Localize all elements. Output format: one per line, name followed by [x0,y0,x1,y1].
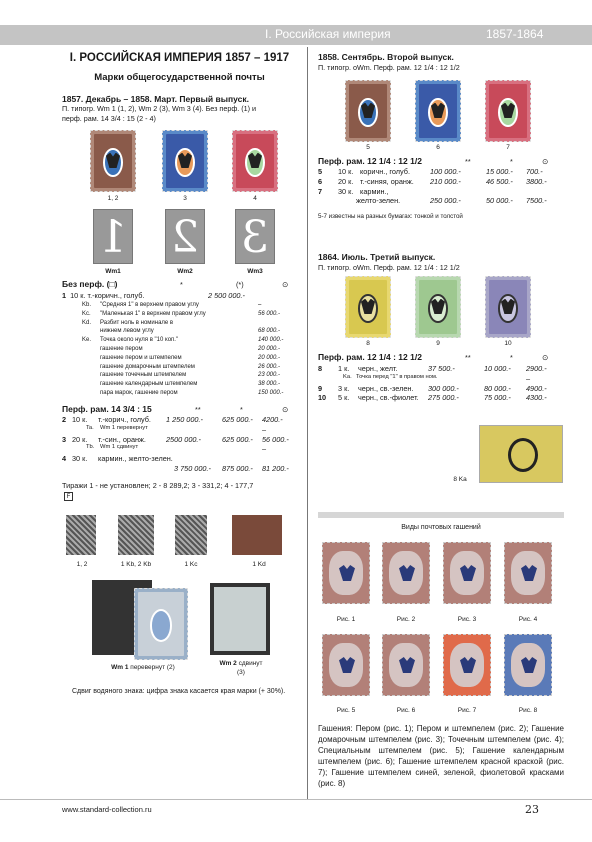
wm-caption: Wm 2 сдвинут [219,660,263,667]
price: 275 000.- [428,393,459,403]
row-desc: т.-син., оранж. [98,434,146,444]
row-desc: черн., св.-фиолет. [358,393,419,403]
variety-desc: гашение календарным штемпелем [100,381,198,388]
col-head: (*) [236,280,244,289]
wm-caption: (3) [237,669,245,676]
ka-caption: 8 Ka [453,476,467,483]
variety-code: Kc. [82,310,91,317]
row-desc: кармин., желто-зелен. [98,454,173,464]
price: 1 250 000.- [166,415,203,424]
variety-desc: гашение пером и штемпелем [100,354,182,361]
row-num: 3 [62,434,67,444]
row-value: 5 к. [338,393,350,403]
variety-desc: нижнем левом углу [100,328,154,335]
tirazhi: Тиражи 1 - не установлен; 2 - 8 289,2; 3 - 331,2; 4 - 177,7 [62,481,254,490]
issue1-heading: 1857. Декабрь – 1858. Март. Первый выпуск. [62,94,249,104]
stamp-6 [415,80,461,142]
cancel-fig-7 [443,634,491,696]
row-num: 7 [318,186,323,196]
price: 625 000.- [222,434,253,444]
price: – [262,424,267,434]
catalog-row: 1 10 к. т.-коричн., голуб. [62,291,145,300]
row-num: 8 [318,364,323,373]
stamp-5 [345,80,391,142]
row-num: 4 [62,454,67,464]
row-desc: т.-корич., голуб. [98,415,151,424]
variety-price: 56 000.- [258,310,281,317]
issue1-line2: перф. рам. 14 3/4 : 15 (2 - 4) [62,114,156,123]
variety-price: 26 000.- [258,363,281,370]
cancel-fig-5 [322,634,370,696]
variety-price: 68 000.- [258,328,281,335]
wm-label: Wm1 [105,268,121,275]
stamp-9 [415,276,461,338]
stamp-1 [90,130,136,192]
issue2-heading: 1858. Сентябрь. Второй выпуск. [318,52,454,62]
variety-desc: "Средняя 1" в верхнем правом углу [100,302,199,308]
price: 75 000.- [484,393,511,403]
row-desc: коричн., голуб. [360,167,410,176]
fig-caption: Рис. 4 [518,616,538,623]
price: 4900.- [526,383,547,393]
variety-price: 23 000.- [258,372,281,379]
stamp-caption: 3 [183,195,187,202]
variety-price: 20 000.- [258,354,281,361]
row-num: 9 [318,383,323,393]
section-separator [318,512,564,518]
row-desc: т.-синяя, оранж. [360,176,414,186]
price: 210 000.- [430,176,461,186]
row-num: 10 [318,393,327,403]
stamp-caption: 8 [366,340,370,347]
stamp-10 [485,276,531,338]
price: 300 000.- [428,383,459,393]
variety-desc: гашение точечным штемпелем [100,372,187,379]
cancel-fig-1 [322,542,370,604]
price: 46 500.- [486,176,513,186]
detail-image [66,515,96,555]
header-section: I. Российская империя [265,27,391,41]
price: 625 000.- [222,415,253,424]
col-head: * [510,157,513,166]
row-num: 6 [318,176,323,186]
price: 10 000.- [484,364,511,373]
col-head: ** [465,353,471,362]
row-value: 10 к. [72,415,88,424]
variety-price: 20 000.- [258,346,281,352]
cancel-fig-8 [504,634,552,696]
shift-note: Сдвиг водяного знака: цифра знака касается края марки (+ 30%). [72,688,286,695]
col-head: ** [195,405,201,414]
wm2-photo [210,583,270,655]
row-value: 10 к. [338,167,354,176]
variety-price: 140 000.- [258,337,284,344]
issue2-line: П. типогр. oWm. Перф. рам. 12 1/4 : 12 1/2 [318,63,460,72]
row-value: 30 к. [72,454,88,464]
price: 4300.- [526,393,547,403]
imperf-heading: Без перф. (□) [62,279,118,289]
stamp-caption: 9 [436,340,440,347]
col-head: ** [465,157,471,166]
row-value: 20 к. [338,176,354,186]
price: 56 000.- [262,434,289,444]
price: 4200.- [262,415,283,424]
row-desc: Wm 1 перевернут [100,424,148,431]
variety-code: Kd. [82,319,92,326]
fig-caption: Рис. 7 [457,707,477,714]
col-head: * [510,353,513,362]
fig-caption: Рис. 3 [457,616,477,623]
cancels-title: Виды почтовых гашений [401,524,481,531]
cancel-fig-2 [382,542,430,604]
row-value: 1 к. [338,364,350,373]
fig-caption: Рис. 1 [336,616,356,623]
detail-caption: 1 Kb, 2 Kb [120,561,152,568]
note-5-7: 5-7 известны на разных бумагах: тонкой и толстой [318,213,463,220]
variety-desc: Точка около нуля в "10 коп." [100,337,179,344]
cancel-fig-6 [382,634,430,696]
watermark-3: 3 [235,209,275,264]
row-num: 2 [62,415,67,424]
cancel-fig-4 [504,542,552,604]
price: 875 000.- [222,464,253,473]
variety-price: 38 000.- [258,381,281,388]
row-value: Ta. [86,424,94,431]
wm-label: Wm2 [177,268,193,275]
stamp-4 [232,130,278,192]
detail-caption: 1 Kc [184,561,198,568]
issue1-line1: П. типогр. Wm 1 (1, 2), Wm 2 (3), Wm 3 (4). Без перф. (1) и [62,104,257,113]
header-years: 1857-1864 [486,27,544,41]
variety-code: Kb. [82,302,92,308]
ka-detail-image [479,425,563,483]
price: 2900.- [526,364,547,373]
price: 250 000.- [430,196,461,206]
page-title: I. РОССИЙСКАЯ ИМПЕРИЯ 1857 – 1917 [69,52,290,64]
row-value: 3 к. [338,383,350,393]
row-desc: Wm 1 сдвинут [100,444,139,451]
page-subtitle: Марки общегосударственной почты [94,72,265,83]
perf3-heading: Перф. рам. 12 1/4 : 12 1/2 [318,352,422,362]
cancel-fig-3 [443,542,491,604]
perf-heading: Перф. рам. 14 3/4 : 15 [62,404,152,414]
fig-caption: Рис. 8 [518,707,538,714]
detail-caption: 1, 2 [76,561,88,568]
watermark-1: 1 [93,209,133,264]
footer-site: www.standard-collection.ru [62,805,152,814]
issue3-heading: 1864. Июль. Третий выпуск. [318,252,436,262]
price: 3 750 000.- [174,464,211,473]
stamp-caption: 7 [506,144,510,151]
stamp-caption: 6 [436,144,440,151]
stamp-3 [162,130,208,192]
row-desc: Точка перед "1" в правом ном. [356,373,438,380]
price: 7500.- [526,196,547,206]
cancels-text: Гашения: Пером (рис. 1); Пером и штемпелем (рис. 2); Гашение домарочным штемпелем (рис. 3); Точечным штемпелем (рис. 4); Специальным штемпелем (рис. 5); Гашение календарным штемпелем (рис. 6); Гашение штемпелем красной краской (рис. 7); Гашение штемпелем синей, зеленой, фиолетовой красками (рис. 8) [318,724,564,788]
variety-code: Ke. [82,337,92,344]
row-desc: черн., св.-зелен. [358,383,414,393]
price: 50 000.- [486,196,513,206]
col-head: ⊙ [282,405,289,414]
variety-desc: Разбит ноль в номинале в [100,319,174,326]
stamp-caption: 5 [366,144,370,151]
page-number: 23 [525,803,539,816]
row-value: Ka. [343,373,352,380]
fig-caption: Рис. 2 [396,616,416,623]
col-head: ⊙ [282,280,289,289]
col-head: ⊙ [542,157,549,166]
variety-price: – [258,302,262,308]
row-desc: кармин., [360,186,389,196]
price: 3800.- [526,176,547,186]
col-head: * [240,405,243,414]
price: – [262,444,267,454]
variety-desc: гашение пером [100,346,143,352]
detail-image [118,515,154,555]
row-value: Tb. [86,444,95,451]
stamp-caption: 10 [504,340,512,347]
wm-caption: Wm 1 перевернут (2) [111,664,175,671]
col-head: ⊙ [542,353,549,362]
price: – [526,373,531,383]
detail-image [175,515,207,555]
price: 100 000.- [430,167,461,176]
row-value: 30 к. [338,186,354,196]
price: 37 500.- [428,364,455,373]
fig-caption: Рис. 6 [396,707,416,714]
row-value: 20 к. [72,434,88,444]
variety-desc: гашение домарочным штемпелем [100,363,195,370]
row-num: 5 [318,167,323,176]
watermark-2: 2 [165,209,205,264]
price: 80 000.- [484,383,511,393]
wm1-stamp [134,588,188,660]
detail-image [232,515,282,555]
wm-label: Wm3 [247,268,263,275]
row-desc: желто-зелен. [356,196,401,206]
row-desc: черн., желт. [358,364,398,373]
f-box: F [64,492,73,501]
price: 700.- [526,167,543,176]
detail-caption: 1 Kd [252,561,266,568]
variety-price: 150 000.- [258,390,284,396]
perf2-heading: Перф. рам. 12 1/4 : 12 1/2 [318,156,422,166]
price: 81 200.- [262,464,289,473]
variety-desc: "Маленькая 1" в верхнем правом углу [100,310,206,317]
column-divider [307,47,308,799]
col-head: * [180,280,183,289]
stamp-7 [485,80,531,142]
variety-desc: пара марок, гашение пером [100,390,178,396]
fig-caption: Рис. 5 [336,707,356,714]
issue3-line: П. типогр. oWm. Перф. рам. 12 1/4 : 12 1/2 [318,263,460,272]
price: 15 000.- [486,167,513,176]
footer-rule [0,799,592,800]
price: 2500 000.- [166,434,201,444]
stamp-8 [345,276,391,338]
stamp-caption: 1, 2 [107,195,119,202]
stamp-caption: 4 [253,195,257,202]
price: 2 500 000.- [208,291,245,300]
